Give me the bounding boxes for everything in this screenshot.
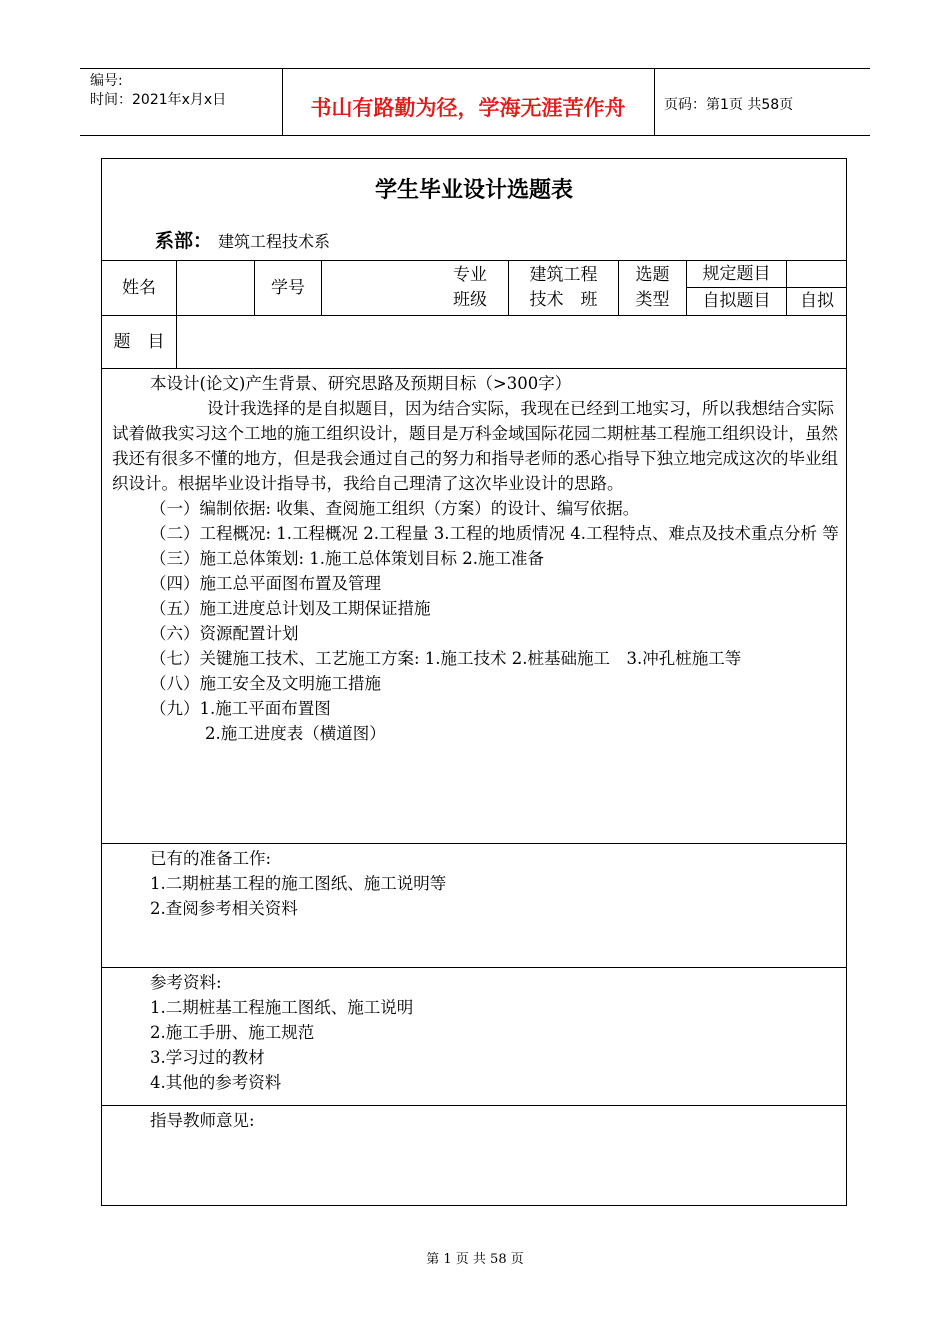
department-value: 建筑工程技术系 (218, 232, 331, 251)
plan-item: （四）施工总平面图布置及管理 (150, 574, 381, 593)
reference-item: 3.学习过的教材 (150, 1048, 265, 1067)
preparation-item: 2.查阅参考相关资料 (150, 899, 298, 918)
department-label: 系部： (155, 230, 213, 252)
plan-item: （八）施工安全及文明施工措施 (150, 674, 381, 693)
preparation-section (112, 846, 842, 921)
preparation-heading: 已有的准备工作: (150, 849, 272, 868)
preparation-bottom-rule (101, 967, 847, 968)
advisor-section (112, 1108, 842, 1133)
major-class-value (509, 261, 618, 315)
header-divider-1 (282, 68, 283, 136)
topic-label: 题 目 (113, 331, 165, 352)
plan-item-sub: 2.施工进度表（横道图） (205, 724, 386, 743)
major-label-line-1: 专业 (453, 265, 487, 285)
student-id-field[interactable] (322, 261, 432, 315)
page-code: 页码：第1页 共58页 (664, 97, 794, 113)
document-number-label: 编号: (90, 73, 123, 89)
major-label-line-2: 班级 (453, 290, 487, 310)
reference-item: 1.二期桩基工程施工图纸、施工说明 (150, 998, 414, 1017)
background-bottom-rule (101, 843, 847, 844)
plan-item: （九）1.施工平面布置图 (150, 699, 331, 718)
option-self-topic: 自拟题目 (702, 291, 771, 311)
major-class-label (432, 261, 508, 315)
option-assigned-topic: 规定题目 (702, 263, 771, 284)
preparation-item: 1.二期桩基工程的施工图纸、施工说明等 (150, 874, 447, 893)
motto-banner: 书山有路勤为径，学海无涯苦作舟 (310, 96, 626, 120)
form-title: 学生毕业设计选题表 (374, 178, 573, 203)
references-bottom-rule (101, 1105, 847, 1106)
background-paragraph: 设计我选择的是自拟题目，因为结合实际，我现在已经到工地实习，所以我想结合实际试着做我实习这个工地的施工组织设计，题目是万科金域国际花园二期桩基工程施工组织设计，虽然我还有很多不懂的地方，但是我会通过自己的努力和指导老师的悉心指导下独立地完成这次的毕业组织设计。根据毕业设计指导书，我给自己理清了这次毕业设计的思路。 (112, 399, 838, 493)
header-top-rule (80, 68, 870, 69)
topic-type-line-2: 类型 (635, 290, 670, 310)
plan-item (112, 521, 842, 546)
plan-item: （六）资源配置计划 (150, 624, 299, 643)
plan-item: （五）施工进度总计划及工期保证措施 (150, 599, 431, 618)
advisor-opinion-label: 指导教师意见: (150, 1111, 255, 1130)
document-date-label: 时间：2021年x月x日 (90, 92, 227, 108)
plan-item: （三）施工总体策划: 1.施工总体策划目标 2.施工准备 (150, 549, 545, 568)
page-footer: 第 1 页 共 58 页 (426, 1252, 524, 1267)
name-label: 姓名 (122, 277, 156, 298)
references-heading: 参考资料: (150, 973, 222, 992)
major-value-line-2: 技术 班 (529, 290, 598, 310)
reference-item: 4.其他的参考资料 (150, 1073, 282, 1092)
option-assigned-value[interactable] (787, 261, 847, 287)
option-self-value[interactable]: 自拟 (800, 291, 834, 311)
reference-item: 2.施工手册、施工规范 (150, 1023, 315, 1042)
header-divider-2 (654, 68, 655, 136)
header-bottom-rule (80, 135, 870, 136)
topic-type-line-1: 选题 (635, 265, 670, 285)
references-section (112, 970, 842, 1095)
student-id-label: 学号 (271, 277, 305, 298)
topic-type-label (619, 261, 686, 315)
plan-item-text: （二）工程概况: 1.工程概况 2.工程量 3.工程的地质情况 4.工程特点、难点及技术重点分析 等 (150, 524, 839, 543)
name-field[interactable] (177, 261, 254, 315)
department-line (155, 226, 330, 253)
plan-item: （一）编制依据: 收集、查阅施工组织（方案）的设计、编写依据。 (150, 499, 640, 518)
topic-bottom-rule (101, 368, 847, 369)
background-section (112, 371, 842, 746)
plan-item: （七）关键施工技术、工艺施工方案: 1.施工技术 2.桩基础施工 3.冲孔桩施工等 (150, 649, 742, 668)
major-value-line-1: 建筑工程 (529, 265, 598, 285)
topic-field[interactable] (177, 316, 847, 368)
background-heading: 本设计(论文)产生背景、研究思路及预期目标（>300字） (150, 374, 572, 393)
